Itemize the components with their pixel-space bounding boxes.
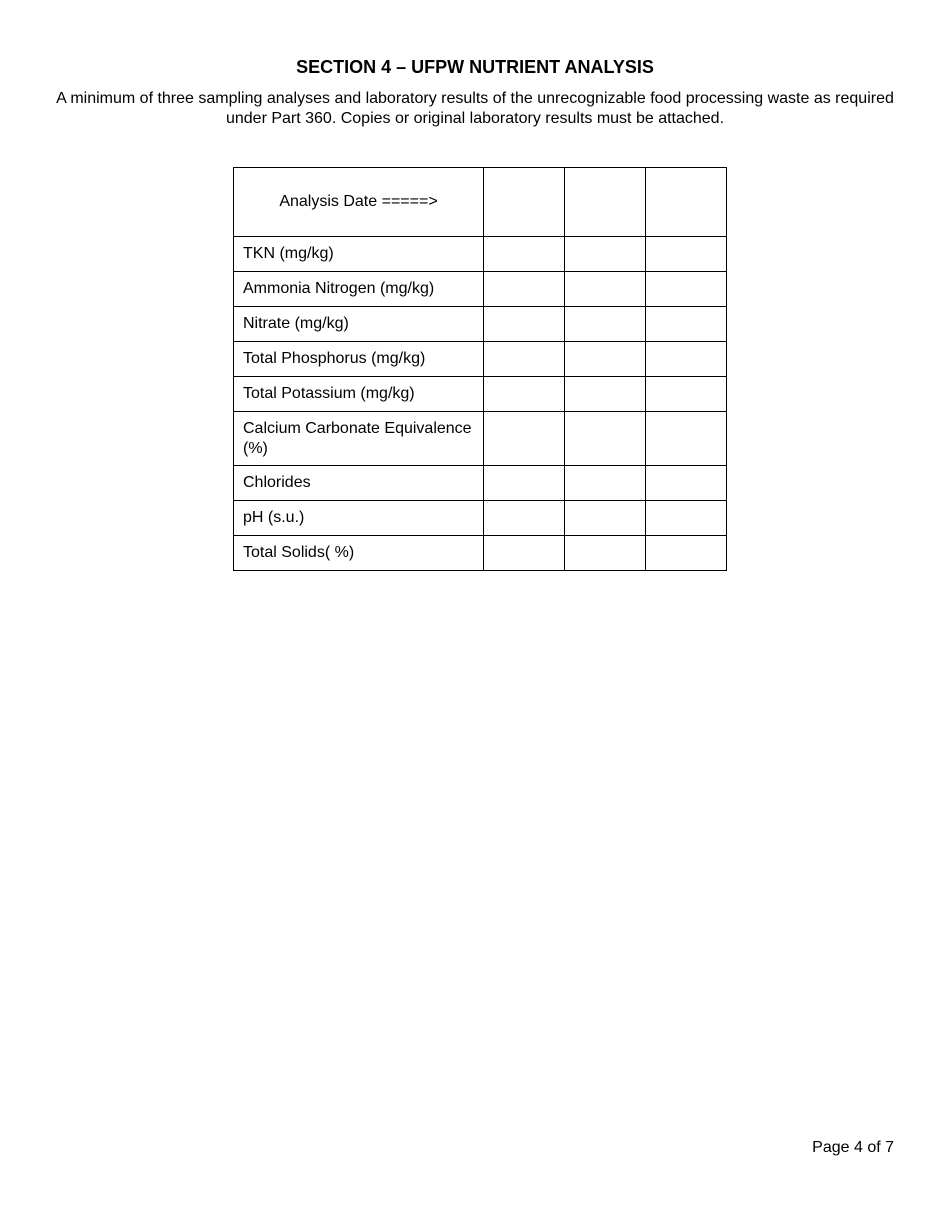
parameter-label-ammonia-nitrogen: Ammonia Nitrogen (mg/kg) bbox=[234, 272, 484, 307]
analysis-date-field-1[interactable] bbox=[484, 168, 565, 237]
table-row bbox=[234, 412, 727, 466]
table-row bbox=[234, 272, 727, 307]
result-field[interactable] bbox=[565, 412, 646, 466]
result-field[interactable] bbox=[565, 466, 646, 501]
result-field[interactable] bbox=[646, 377, 727, 412]
result-field[interactable] bbox=[565, 377, 646, 412]
table-row bbox=[234, 536, 727, 571]
analysis-date-field-2[interactable] bbox=[565, 168, 646, 237]
result-field[interactable] bbox=[646, 307, 727, 342]
table-row bbox=[234, 307, 727, 342]
result-field[interactable] bbox=[646, 412, 727, 466]
result-field[interactable] bbox=[484, 272, 565, 307]
result-field[interactable] bbox=[646, 501, 727, 536]
parameter-label-chlorides: Chlorides bbox=[234, 466, 484, 501]
analysis-date-row bbox=[234, 168, 727, 237]
result-field[interactable] bbox=[646, 466, 727, 501]
nutrient-analysis-table bbox=[233, 167, 727, 571]
parameter-label-total-solids: Total Solids( %) bbox=[234, 536, 484, 571]
result-field[interactable] bbox=[484, 237, 565, 272]
result-field[interactable] bbox=[565, 536, 646, 571]
result-field[interactable] bbox=[565, 237, 646, 272]
result-field[interactable] bbox=[646, 272, 727, 307]
table-row bbox=[234, 237, 727, 272]
result-field[interactable] bbox=[565, 272, 646, 307]
page-number: Page 4 of 7 bbox=[812, 1139, 894, 1156]
result-field[interactable] bbox=[565, 501, 646, 536]
result-field[interactable] bbox=[484, 536, 565, 571]
result-field[interactable] bbox=[484, 501, 565, 536]
result-field[interactable] bbox=[484, 412, 565, 466]
parameter-label-total-phosphorus: Total Phosphorus (mg/kg) bbox=[234, 342, 484, 377]
result-field[interactable] bbox=[484, 342, 565, 377]
analysis-date-field-3[interactable] bbox=[646, 168, 727, 237]
result-field[interactable] bbox=[565, 342, 646, 377]
parameter-label-calcium-carbonate: Calcium Carbonate Equivalence (%) bbox=[234, 412, 484, 466]
result-field[interactable] bbox=[646, 237, 727, 272]
parameter-label-tkn: TKN (mg/kg) bbox=[234, 237, 484, 272]
analysis-date-label: Analysis Date =====> bbox=[234, 168, 484, 237]
result-field[interactable] bbox=[646, 536, 727, 571]
section-instructions: A minimum of three sampling analyses and laboratory results of the unrecognizable food processing waste as required under Part 360. Copies or original laboratory results must be attached. bbox=[56, 90, 894, 127]
section-title: SECTION 4 – UFPW NUTRIENT ANALYSIS bbox=[296, 57, 654, 77]
parameter-label-ph: pH (s.u.) bbox=[234, 501, 484, 536]
table-row bbox=[234, 466, 727, 501]
table-row bbox=[234, 342, 727, 377]
result-field[interactable] bbox=[484, 377, 565, 412]
result-field[interactable] bbox=[484, 466, 565, 501]
result-field[interactable] bbox=[565, 307, 646, 342]
table-row bbox=[234, 377, 727, 412]
parameter-label-total-potassium: Total Potassium (mg/kg) bbox=[234, 377, 484, 412]
result-field[interactable] bbox=[484, 307, 565, 342]
result-field[interactable] bbox=[646, 342, 727, 377]
parameter-label-nitrate: Nitrate (mg/kg) bbox=[234, 307, 484, 342]
table-row bbox=[234, 501, 727, 536]
